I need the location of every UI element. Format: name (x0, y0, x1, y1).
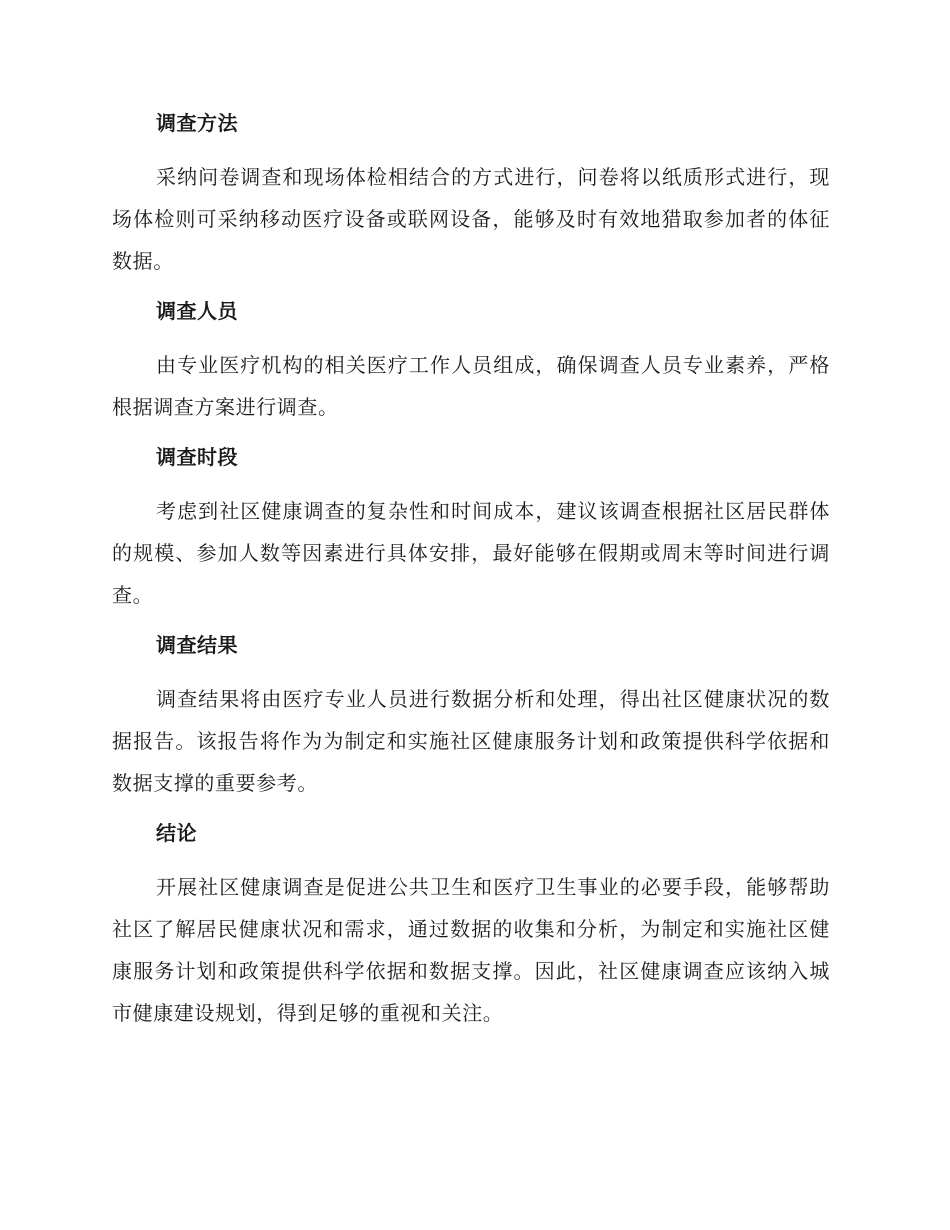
section-heading: 调查方法 (156, 111, 238, 135)
section-conclusion (112, 818, 830, 1034)
section-paragraph: 考虑到社区健康调查的复杂性和时间成本，建议该调查根据社区居民群体的规模、参加人数等因素进行具体安排，最好能够在假期或周末等时间进行调查。 (112, 499, 830, 607)
section-heading: 调查结果 (156, 633, 238, 657)
section-method (112, 108, 830, 282)
section-results (112, 630, 830, 804)
section-paragraph: 开展社区健康调查是促进公共卫生和医疗卫生事业的必要手段，能够帮助社区了解居民健康状况和需求，通过数据的收集和分析，为制定和实施社区健康服务计划和政策提供科学依据和数据支撑。因此，社区健康调查应该纳入城市健康建设规划，得到足够的重视和关注。 (112, 875, 830, 1025)
section-heading: 结论 (156, 821, 197, 845)
section-heading: 调查人员 (156, 299, 238, 323)
section-paragraph: 由专业医疗机构的相关医疗工作人员组成，确保调查人员专业素养，严格根据调查方案进行调查。 (112, 353, 830, 419)
section-paragraph: 调查结果将由医疗专业人员进行数据分析和处理，得出社区健康状况的数据报告。该报告将作为为制定和实施社区健康服务计划和政策提供科学依据和数据支撑的重要参考。 (112, 687, 830, 795)
section-paragraph: 采纳问卷调查和现场体检相结合的方式进行，问卷将以纸质形式进行，现场体检则可采纳移动医疗设备或联网设备，能够及时有效地猎取参加者的体征数据。 (112, 165, 830, 273)
section-period (112, 442, 830, 616)
section-personnel (112, 296, 830, 428)
section-heading: 调查时段 (156, 445, 238, 469)
document-page (112, 108, 830, 1048)
